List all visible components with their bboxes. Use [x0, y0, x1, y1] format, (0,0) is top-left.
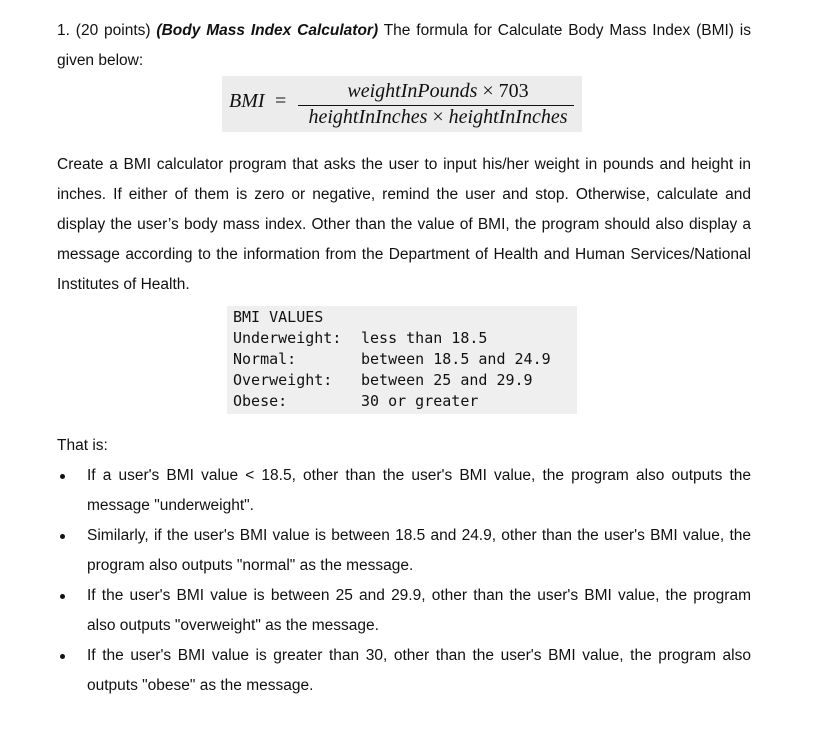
list-item	[57, 581, 751, 641]
bmi-values-table	[227, 306, 577, 414]
denominator-variable-2: heightInInches	[448, 106, 568, 128]
rules-list	[57, 461, 751, 701]
bmi-row-label: Obese:	[233, 392, 288, 410]
list-item	[57, 461, 751, 521]
bullet-icon	[60, 474, 65, 479]
list-item	[57, 641, 751, 701]
question-intro: The formula for Calculate Body Mass Index (BMI) is given below:	[57, 22, 751, 69]
bmi-row-label: Overweight:	[233, 371, 333, 389]
formula-lhs: BMI	[229, 90, 265, 112]
formula-equals: =	[275, 90, 287, 112]
list-item-text: If a user's BMI value < 18.5, other than the user's BMI value, the program also outputs the message "underweight".	[87, 467, 751, 514]
bmi-row-value: between 18.5 and 24.9	[361, 350, 551, 368]
bullet-icon	[60, 594, 65, 599]
question-heading	[57, 16, 751, 76]
question-prefix: 1. (20 points)	[57, 22, 157, 39]
denominator-operator: ×	[427, 106, 449, 128]
bmi-row-label: Normal:	[233, 350, 297, 368]
bmi-row-overweight	[233, 370, 533, 391]
list-item	[57, 521, 751, 581]
bmi-row-value: less than 18.5	[361, 329, 488, 347]
bmi-row-normal	[233, 349, 551, 370]
bullet-icon	[60, 654, 65, 659]
bmi-row-value: between 25 and 29.9	[361, 371, 533, 389]
bmi-row-label: Underweight:	[233, 329, 342, 347]
bmi-row-obese	[233, 391, 478, 412]
bmi-formula	[222, 76, 582, 132]
denominator-variable-1: heightInInches	[308, 106, 428, 128]
numerator-variable: weightInPounds	[347, 80, 478, 102]
bullet-icon	[60, 534, 65, 539]
numerator-operator: × 703	[477, 80, 529, 102]
bmi-row-underweight	[233, 328, 487, 349]
description-paragraph: Create a BMI calculator program that asks the user to input his/her weight in pounds and height in inches. If either of them is zero or negative, remind the user and stop. Otherwise, calculate and display the user’s body mass index. Other than the value of BMI, the program should also display a message according to the information from the Department of Health and Human Services/National Institutes of Health.	[57, 156, 751, 293]
list-item-text: If the user's BMI value is between 25 and 29.9, other than the user's BMI value, the program also outputs "overweight" as the message.	[87, 587, 751, 634]
bmi-row-value: 30 or greater	[361, 392, 479, 410]
formula-numerator	[298, 80, 578, 103]
that-is-label: That is:	[57, 437, 108, 454]
question-title: (Body Mass Index Calculator)	[156, 22, 379, 39]
formula-denominator	[298, 106, 578, 129]
list-item-text: Similarly, if the user's BMI value is between 18.5 and 24.9, other than the user's BMI value, the program also outputs "normal" as the message.	[87, 527, 751, 574]
bmi-table-header: BMI VALUES	[233, 308, 324, 326]
list-item-text: If the user's BMI value is greater than 30, other than the user's BMI value, the program also outputs "obese" as the message.	[87, 647, 751, 694]
